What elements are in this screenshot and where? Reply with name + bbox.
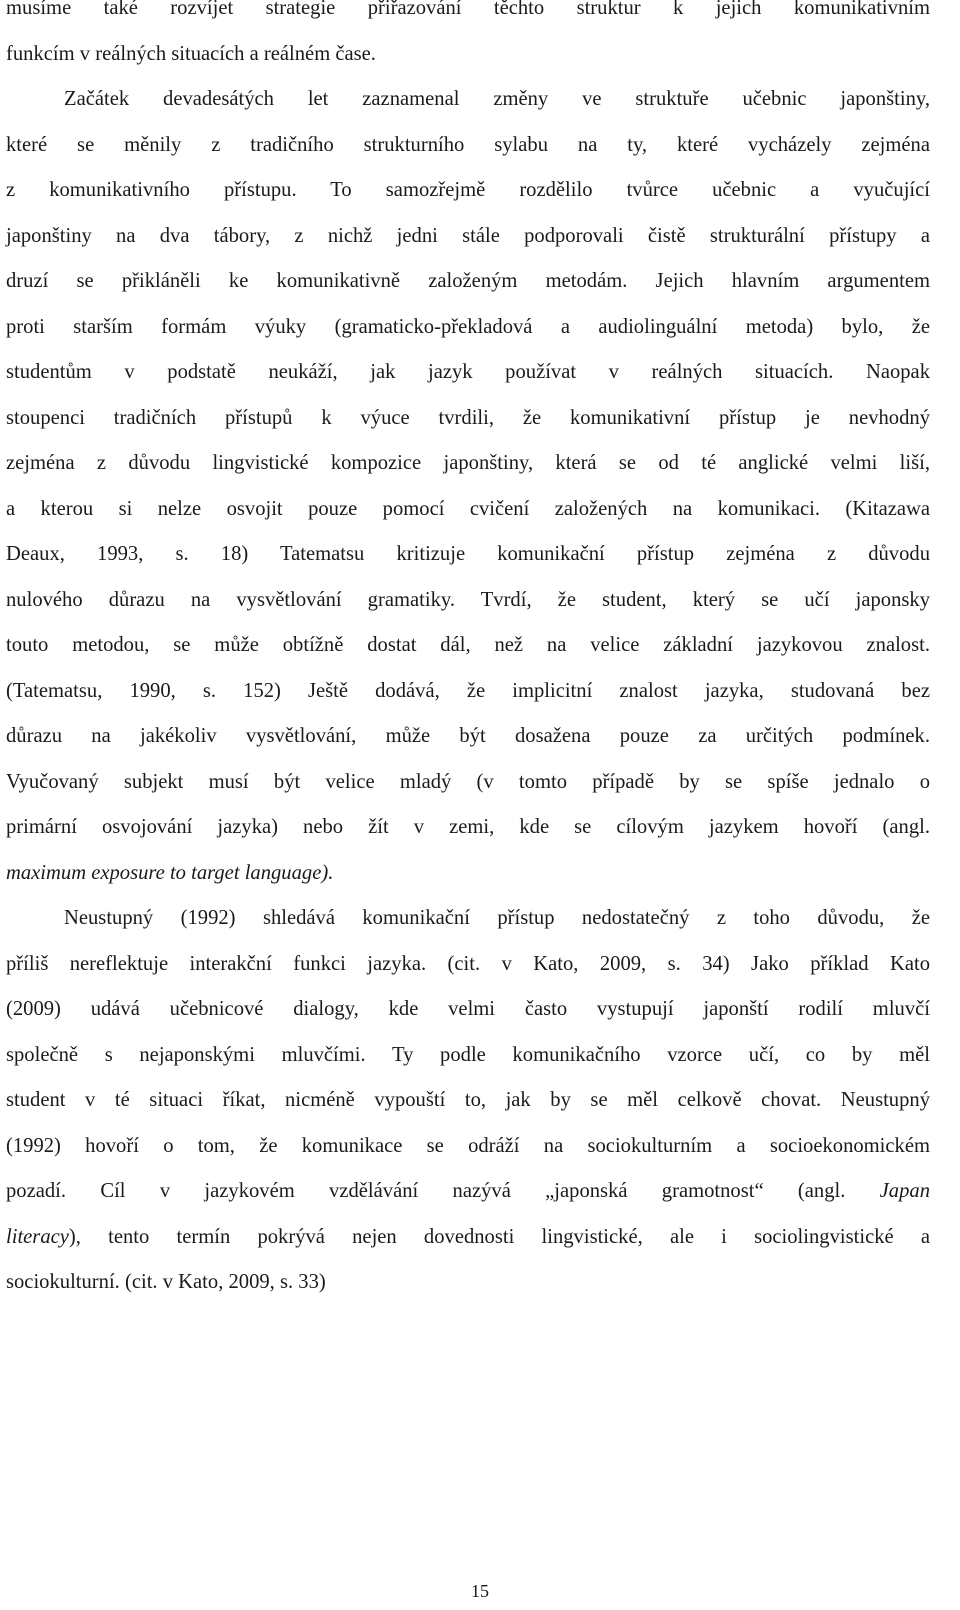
text-segment: ), tento termín pokrývá nejen dovednosti lingvistické, ale i sociolingvistické a [68, 1225, 930, 1248]
italic-phrase: literacy [6, 1225, 69, 1248]
text-line: student v té situaci říkat, nicméně vypouští to, jak by se měl celkově chovat. Neustupný [6, 1089, 930, 1111]
text-line-italic [6, 851, 930, 897]
text-line: a kterou si nelze osvojit pouze pomocí cvičení založených na komunikaci. (Kitazawa [6, 497, 930, 520]
text-segment: pozadí. Cíl v jazykovém vzdělávání nazývá „japonská gramotnost“ (angl. [6, 1180, 880, 1202]
text-line: příliš nereflektuje interakční funkci jazyka. (cit. v Kato, 2009, s. 34) Jako příklad Kato [6, 952, 930, 975]
paragraph-3 [6, 896, 930, 1306]
italic-phrase: Japan [879, 1180, 930, 1202]
text-line: (2009) udává učebnicové dialogy, kde velmi často vystupují japonští rodilí mluvčí [6, 998, 930, 1020]
text-line: důrazu na jakékoliv vysvětlování, může být dosažena pouze za určitých podmínek. [6, 725, 930, 747]
text-line: Vyučovaný subjekt musí být velice mladý (v tomto případě by se spíše jednalo o [6, 770, 930, 793]
text-line: z komunikativního přístupu. To samozřejmě rozdělilo tvůrce učebnic a vyučující [6, 179, 930, 201]
text-line: touto metodou, se může obtížně dostat dál, než na velice základní jazykovou znalost. [6, 634, 930, 656]
text-line: nulového důrazu na vysvětlování gramatiky. Tvrdí, že student, který se učí japonsky [6, 588, 930, 611]
text-line: studentům v podstatě neukáží, jak jazyk používat v reálných situacích. Naopak [6, 361, 930, 383]
text-line: společně s nejaponskými mluvčími. Ty podle komunikačního vzorce učí, co by měl [6, 1043, 930, 1066]
text-line: (1992) hovoří o tom, že komunikace se odráží na sociokulturním a socioekonomickém [6, 1134, 930, 1157]
text-line: stoupenci tradičních přístupů k výuce tvrdili, že komunikativní přístup je nevhodný [6, 406, 930, 429]
text-line: druzí se přikláněli ke komunikativně založeným metodám. Jejich hlavním argumentem [6, 270, 930, 292]
text-line: které se měnily z tradičního strukturního sylabu na ty, které vycházely zejména [6, 133, 930, 156]
text-line: funkcím v reálných situacích a reálném čase. [6, 42, 376, 65]
text-line: (Tatematsu, 1990, s. 152) Ještě dodává, že implicitní znalost jazyka, studovaná bez [6, 679, 930, 702]
italic-phrase: maximum exposure to target language). [6, 861, 334, 884]
text-line: sociokulturní. (cit. v Kato, 2009, s. 33) [6, 1271, 326, 1293]
text-line: Deaux, 1993, s. 18) Tatematsu kritizuje komunikační přístup zejména z důvodu [6, 543, 930, 565]
text-line [6, 1169, 930, 1215]
body-text [6, 0, 930, 1306]
paragraph-2 [6, 77, 930, 896]
text-line: japonštiny na dva tábory, z nichž jedni stále podporovali čistě strukturální přístupy a [6, 224, 930, 247]
text-line: Neustupný (1992) shledává komunikační přístup nedostatečný z toho důvodu, že [64, 907, 930, 929]
text-line: zejména z důvodu lingvistické kompozice japonštiny, která se od té anglické velmi liší, [6, 452, 930, 474]
paragraph-1 [6, 0, 930, 77]
text-line: Začátek devadesátých let zaznamenal změny ve struktuře učebnic japonštiny, [64, 88, 930, 110]
text-line [6, 1215, 930, 1261]
text-line: primární osvojování jazyka) nebo žít v zemi, kde se cílovým jazykem hovoří (angl. [6, 816, 930, 838]
text-line: musíme také rozvíjet strategie přiřazování těchto struktur k jejich komunikativním [6, 0, 930, 19]
text-line: proti starším formám výuky (gramaticko-překladová a audiolinguální metoda) bylo, že [6, 315, 930, 338]
page-number: 15 [471, 1581, 489, 1601]
